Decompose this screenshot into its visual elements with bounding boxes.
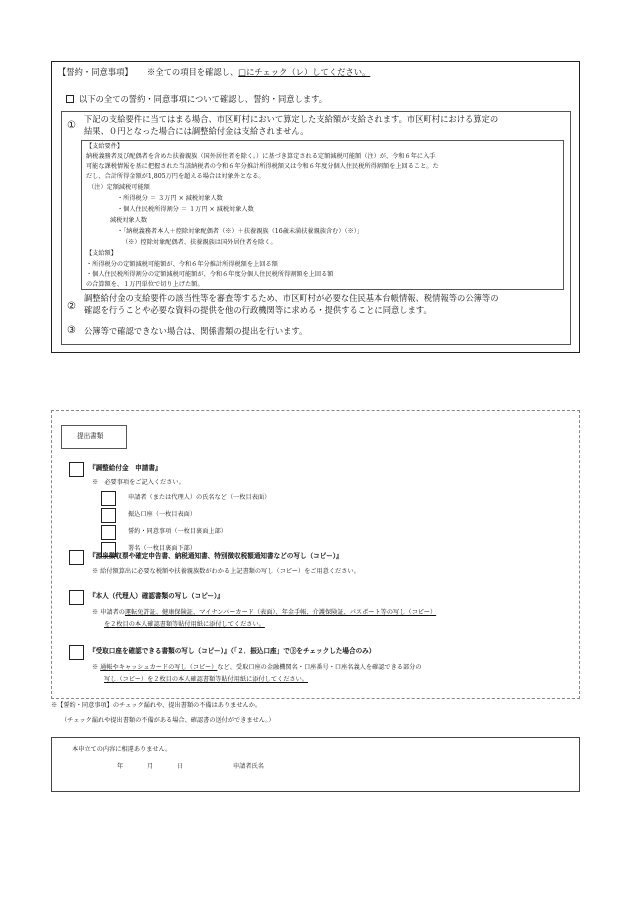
- doc3-note-line1: ※ 申請者の運転免許証、健康保険証、マイナンバーカード（表面）、年金手帳、介護保険証、パスポート等の写し（コピー）: [92, 609, 437, 616]
- doc1-sub3-checkbox[interactable]: [101, 525, 116, 540]
- requirements-note-b: ・個人住民税所得割分 ＝ １万円 × 減税対象人数: [117, 206, 254, 213]
- item2-number: ②: [67, 301, 76, 312]
- declaration-day-label: 日: [177, 763, 184, 770]
- doc4-note-line1: ※ 通帳やキャッシュカードの写し（コピー）など、受取口座の金融機関名・口座番号・口座名義人を確認できる部分の: [92, 664, 422, 671]
- doc1-sub4-label: 署名（一枚目裏面下部）: [128, 545, 197, 552]
- doc3-checkbox[interactable]: [69, 590, 84, 605]
- amount-header: 【支給額】: [86, 250, 117, 257]
- item1-line1: 下記の支給要件に当てはまる場合、市区町村において算定した支給額が支給されます。市区町村における算定の: [84, 114, 499, 124]
- item2-line1: 調整給付金の支給要件の該当性等を審査等するため、市区町村が必要な住民基本台帳情報、税情報等の公簿等の: [84, 293, 499, 303]
- footer-note-line2: （チェック漏れや提出書類の不備がある場合、確認書の送付ができません。）: [61, 717, 275, 724]
- declaration-signature-label: 申請者氏名: [233, 763, 264, 770]
- doc2-checkbox[interactable]: [69, 550, 84, 565]
- footer-note-line1: ※【誓約・同意事項】のチェック漏れや、提出書類の不備はありませんか。: [51, 702, 262, 709]
- doc1-sub1-label: 申請者（または代理人）の氏名など（一枚目表面）: [128, 494, 271, 501]
- requirements-note-d: ・「納税義務者本人＋控除対象配偶者（※）＋扶養親族（16歳未満扶養親族含む）（※）」: [117, 228, 364, 235]
- doc3-note-line2: を２枚目の本人確認書類等貼付用紙に添付してください。: [104, 621, 265, 628]
- requirements-note-e: （※）控除対象配偶者、扶養親族は国外居住者を除く。: [122, 239, 277, 246]
- item1-number: ①: [67, 120, 76, 131]
- consent-master-checkbox[interactable]: [66, 95, 74, 103]
- declaration-year-label: 年: [117, 763, 124, 770]
- requirements-note-a: ・所得税分 ＝ ３万円 × 減税対象人数: [117, 195, 223, 202]
- doc1-title: 『調整給付金 申請書』: [89, 464, 162, 472]
- consent-master-label: 以下の全ての誓約・同意事項について確認し、誓約・同意します。: [79, 94, 328, 104]
- consent-title: 【誓約・同意事項】: [58, 67, 133, 77]
- declaration-month-label: 月: [147, 763, 154, 770]
- doc2-note: ※ 給付額算出に必要な税額や扶養親族数がわかる上記書類の写し（コピー）をご用意ください。: [92, 568, 360, 575]
- doc1-sub3-label: 誓約・同意事項（一枚目裏面上部）: [128, 528, 227, 535]
- doc1-sub2-checkbox[interactable]: [101, 508, 116, 523]
- requirements-header: 【支給要件】: [86, 143, 124, 150]
- documents-title: 提出書類: [77, 432, 104, 440]
- requirements-note-c: 減税対象人数: [110, 217, 148, 224]
- doc2-title: 『源泉徴収票や確定申告書、納税通知書、特別徴収税額通知書などの写し（コピー）』: [89, 552, 343, 560]
- doc1-sub1-checkbox[interactable]: [101, 491, 116, 506]
- doc4-checkbox[interactable]: [69, 645, 84, 660]
- doc1-sub2-label: 振込口座（一枚目表面）: [128, 511, 197, 518]
- item2-line2: 確認を行うことや必要な資料の提供を他の行政機関等に求める・提供することに同意します。: [84, 305, 432, 315]
- item3-number: ③: [67, 325, 76, 336]
- requirements-p1-line2: 可能な課税情報を基に把握された当該納税者の令和６年分推計所得税額又は令和６年度分個人住民税所得割額を上回ること。た: [86, 163, 439, 170]
- doc1-note: ※ 必要事項をご記入ください。: [92, 479, 185, 486]
- declaration-statement: 本申立ての内容に相違ありません。: [72, 746, 172, 753]
- doc3-title: 『本人（代理人）確認書類の写し（コピー）』: [89, 592, 224, 600]
- item1-line2: 結果、０円となった場合には調整給付金は支給されません。: [84, 126, 309, 136]
- doc1-checkbox[interactable]: [69, 462, 84, 477]
- requirements-p1-line1: 納税義務者及び配偶者を含めた扶養親族（国外居住者を除く。）に基づき算定される定額減税可能額（注）が、令和６年に入手: [86, 153, 436, 160]
- requirements-p1-line3: だし、合計所得金額が1,805万円を超える場合は対象外となる。: [86, 173, 265, 180]
- doc4-title: 『受取口座を確認できる書類の写し（コピー）』（「２．振込口座」で③をチェックした場合のみ）: [89, 647, 376, 655]
- consent-instruction: ※全ての項目を確認し、□にチェック（レ）してください。: [147, 67, 371, 77]
- requirements-note-label: （注）定額減税可能額: [88, 184, 150, 191]
- amount-c: の合算額を、１万円単位で切り上げた額。: [86, 281, 204, 288]
- amount-b: ・個人住民税所得割分の定額減税可能額が、令和６年度分個人住民税所得割額を上回る額: [86, 271, 334, 278]
- doc4-note-line2: 写し（コピー）を２枚目の本人確認書類等貼付用紙に添付してください。: [104, 676, 308, 683]
- item3-text: 公簿等で確認できない場合は、関係書類の提出を行います。: [84, 326, 308, 336]
- amount-a: ・所得税分の定額減税可能額が、令和６年分推計所得税額を上回る額: [86, 261, 278, 268]
